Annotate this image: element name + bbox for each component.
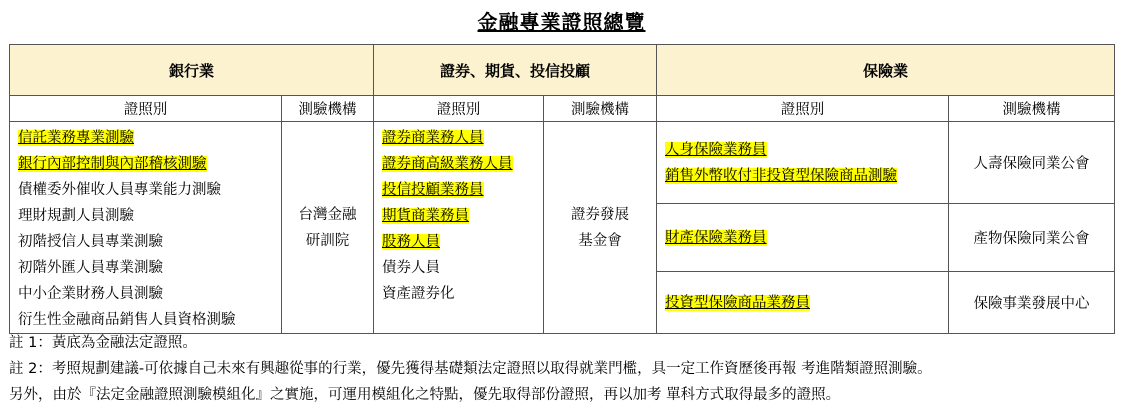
insurance-org-header: 測驗機構 — [949, 96, 1115, 122]
note-1: 註 1：黃底為金融法定證照。 — [9, 335, 197, 351]
cert-label: 信託業務專業測驗 — [18, 130, 134, 146]
cert-label: 投信投顧業務員 — [382, 182, 484, 198]
list-item — [18, 203, 281, 229]
cert-label: 銷售外幣收付非投資型保險商品測驗 — [665, 167, 898, 184]
cert-label: 證券商高級業務人員 — [382, 156, 513, 172]
note-2: 註 2：考照規劃建議-可依據自己未來有興趣從事的行業，優先獲得基礎類法定證照以取得就業門檻，具一定工作資歷後再報 考進階類證照測驗。 — [9, 361, 932, 377]
list-item — [18, 177, 281, 203]
cert-label: 證券商業務人員 — [382, 130, 484, 146]
insurance-cert-property — [657, 204, 949, 272]
cert-label: 債券人員 — [382, 260, 441, 276]
cert-label: 理財規劃人員測驗 — [18, 208, 134, 224]
cert-label: 期貨商業務員 — [382, 208, 470, 224]
notes — [9, 330, 1119, 408]
insurance-cert-life — [657, 122, 949, 204]
list-item — [18, 255, 281, 281]
cert-label: 初階外匯人員專業測驗 — [18, 260, 163, 276]
certification-table — [9, 44, 1115, 334]
cert-label: 資產證券化 — [382, 286, 455, 302]
bank-org-header: 測驗機構 — [282, 96, 374, 122]
securities-org-header: 測驗機構 — [544, 96, 657, 122]
cert-label: 初階授信人員專業測驗 — [18, 234, 163, 250]
securities-org — [544, 122, 657, 334]
securities-cert-header: 證照別 — [374, 96, 544, 122]
insurance-cert-investment — [657, 272, 949, 334]
securities-cert-list — [374, 122, 544, 334]
bank-cert-list — [10, 122, 282, 334]
page-title: 金融專業證照總覽 — [477, 10, 646, 34]
list-item — [382, 125, 543, 151]
list-item — [382, 151, 543, 177]
insurance-org-investment: 保險事業發展中心 — [949, 272, 1115, 334]
insurance-org-life: 人壽保險同業公會 — [949, 122, 1115, 204]
list-item — [382, 203, 543, 229]
list-item — [382, 177, 543, 203]
org-line: 證券發展 — [571, 206, 630, 223]
list-item — [382, 281, 543, 307]
cert-label: 衍生性金融商品銷售人員資格測驗 — [18, 312, 236, 328]
list-item — [18, 125, 281, 151]
list-item — [18, 151, 281, 177]
cert-label: 債權委外催收人員專業能力測驗 — [18, 182, 221, 198]
cert-label: 投資型保險商品業務員 — [665, 294, 811, 311]
category-securities: 證券、期貨、投信投顧 — [374, 45, 657, 96]
insurance-org-property: 產物保險同業公會 — [949, 204, 1115, 272]
cert-label: 中小企業財務人員測驗 — [18, 286, 163, 302]
bank-org — [282, 122, 374, 334]
bank-cert-header: 證照別 — [10, 96, 282, 122]
cert-label: 人身保險業務員 — [665, 141, 767, 158]
cert-label: 股務人員 — [382, 234, 441, 250]
cert-label: 財產保險業務員 — [665, 229, 767, 246]
list-item — [382, 229, 543, 255]
category-bank: 銀行業 — [10, 45, 374, 96]
list-item — [18, 229, 281, 255]
org-line: 台灣金融 — [298, 206, 357, 223]
cert-label: 銀行內部控制與內部稽核測驗 — [18, 156, 207, 172]
category-insurance: 保險業 — [657, 45, 1115, 96]
list-item — [18, 281, 281, 307]
org-line: 研訓院 — [305, 232, 350, 249]
note-3: 另外，由於『法定金融證照測驗模組化』之實施，可運用模組化之特點，優先取得部份證照，再以加考 單科方式取得最多的證照。 — [9, 387, 841, 403]
list-item — [382, 255, 543, 281]
org-line: 基金會 — [578, 232, 622, 249]
insurance-cert-header: 證照別 — [657, 96, 949, 122]
